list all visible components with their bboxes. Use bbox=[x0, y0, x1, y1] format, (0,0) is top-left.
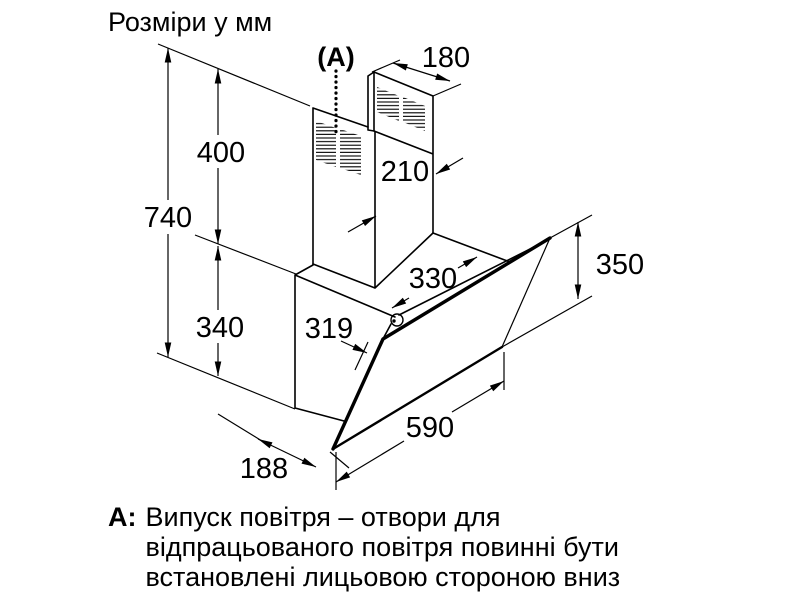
dim-740-label: 740 bbox=[143, 202, 193, 234]
dim-180-label: 180 bbox=[421, 42, 471, 74]
note-prefix: A: bbox=[108, 502, 137, 532]
air-outlet-note bbox=[108, 502, 620, 592]
note-line-2: відпрацьованого повітря повинні бути bbox=[145, 532, 619, 562]
marker-a-label: (A) bbox=[317, 42, 355, 72]
dim-330-label: 330 bbox=[408, 263, 458, 295]
dim-590-label: 590 bbox=[405, 412, 455, 444]
dim-319-label: 319 bbox=[304, 313, 354, 345]
vent-grille-left bbox=[316, 121, 361, 175]
dim-340-label: 340 bbox=[195, 312, 245, 344]
dim-188-label: 188 bbox=[239, 453, 289, 485]
dim-400-label: 400 bbox=[196, 137, 246, 169]
vent-grille-right bbox=[377, 87, 425, 131]
page-title: Розміри у мм bbox=[108, 7, 273, 37]
note-line-3: встановлені лицьовою стороною вниз bbox=[145, 562, 621, 592]
note-line-1: Випуск повітря – отвори для bbox=[145, 502, 501, 532]
dimension-lines bbox=[168, 48, 578, 482]
dim-350-label: 350 bbox=[595, 249, 645, 281]
dim-210-label: 210 bbox=[380, 156, 430, 188]
